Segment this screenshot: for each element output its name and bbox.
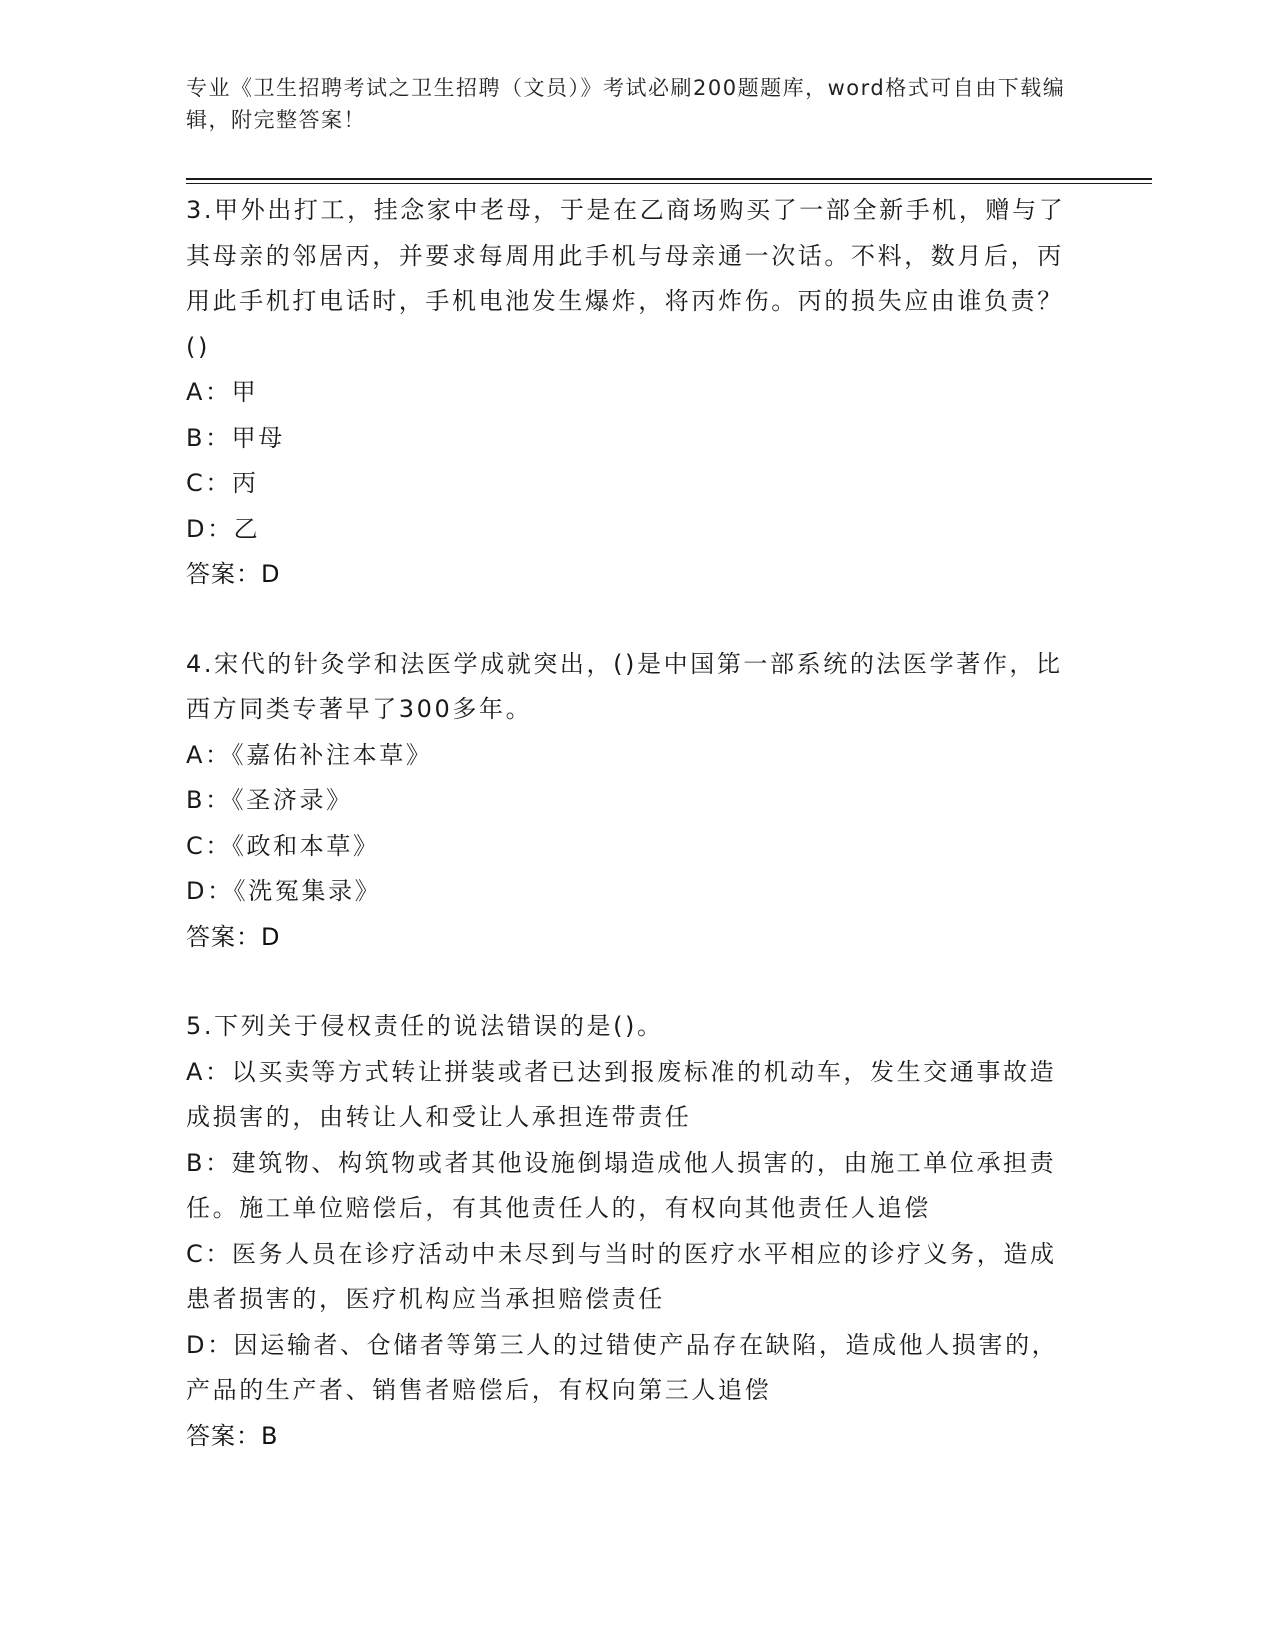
option-c: C：《政和本草》 xyxy=(186,831,380,860)
header-divider-thin xyxy=(186,183,1152,184)
option-d: D：乙 xyxy=(186,514,261,543)
question-list xyxy=(186,188,1066,1459)
option-a: A：《嘉佑补注本草》 xyxy=(186,740,433,769)
option-b: B：甲母 xyxy=(186,423,285,452)
question-spacer xyxy=(186,598,1066,642)
question-3 xyxy=(186,188,1066,598)
document-header: 专业《卫生招聘考试之卫生招聘（文员）》考试必刷200题题库，word格式可自由下载编辑，附完整答案！ xyxy=(186,76,1066,132)
option-a: A：甲 xyxy=(186,378,259,406)
question-stem: 3.甲外出打工，挂念家中老母，于是在乙商场购买了一部全新手机，赠与了其母亲的邻居丙，并要求每周用此手机与母亲通一次话。不料，数月后，丙用此手机打电话时，手机电池发生爆炸，将丙炸伤。丙的损失应由谁负责？() xyxy=(186,196,1066,361)
answer-line: 答案：D xyxy=(186,922,281,951)
option-d: D：因运输者、仓储者等第三人的过错使产品存在缺陷，造成他人损害的，产品的生产者、销售者赔偿后，有权向第三人追偿 xyxy=(186,1330,1059,1404)
header-divider-thick xyxy=(186,178,1152,180)
question-spacer xyxy=(186,960,1066,1004)
question-4 xyxy=(186,642,1066,961)
option-c: C：丙 xyxy=(186,469,259,497)
option-c: C：医务人员在诊疗活动中未尽到与当时的医疗水平相应的诊疗义务，造成患者损害的，医疗机构应当承担赔偿责任 xyxy=(186,1239,1057,1313)
answer-line: 答案：B xyxy=(186,1421,279,1450)
question-stem: 4.宋代的针灸学和法医学成就突出，()是中国第一部系统的法医学著作，比西方同类专著早了300多年。 xyxy=(186,649,1063,723)
option-d: D：《洗冤集录》 xyxy=(186,877,382,905)
option-a: A：以买卖等方式转让拼装或者已达到报废标准的机动车，发生交通事故造成损害的，由转让人和受让人承担连带责任 xyxy=(186,1057,1057,1131)
answer-line: 答案：D xyxy=(186,560,281,588)
question-5 xyxy=(186,1004,1066,1459)
option-b: B：《圣济录》 xyxy=(186,786,353,814)
option-b: B：建筑物、构筑物或者其他设施倒塌造成他人损害的，由施工单位承担责任。施工单位赔偿后，有其他责任人的，有权向其他责任人追偿 xyxy=(186,1148,1057,1222)
question-stem: 5.下列关于侵权责任的说法错误的是()。 xyxy=(186,1012,664,1040)
